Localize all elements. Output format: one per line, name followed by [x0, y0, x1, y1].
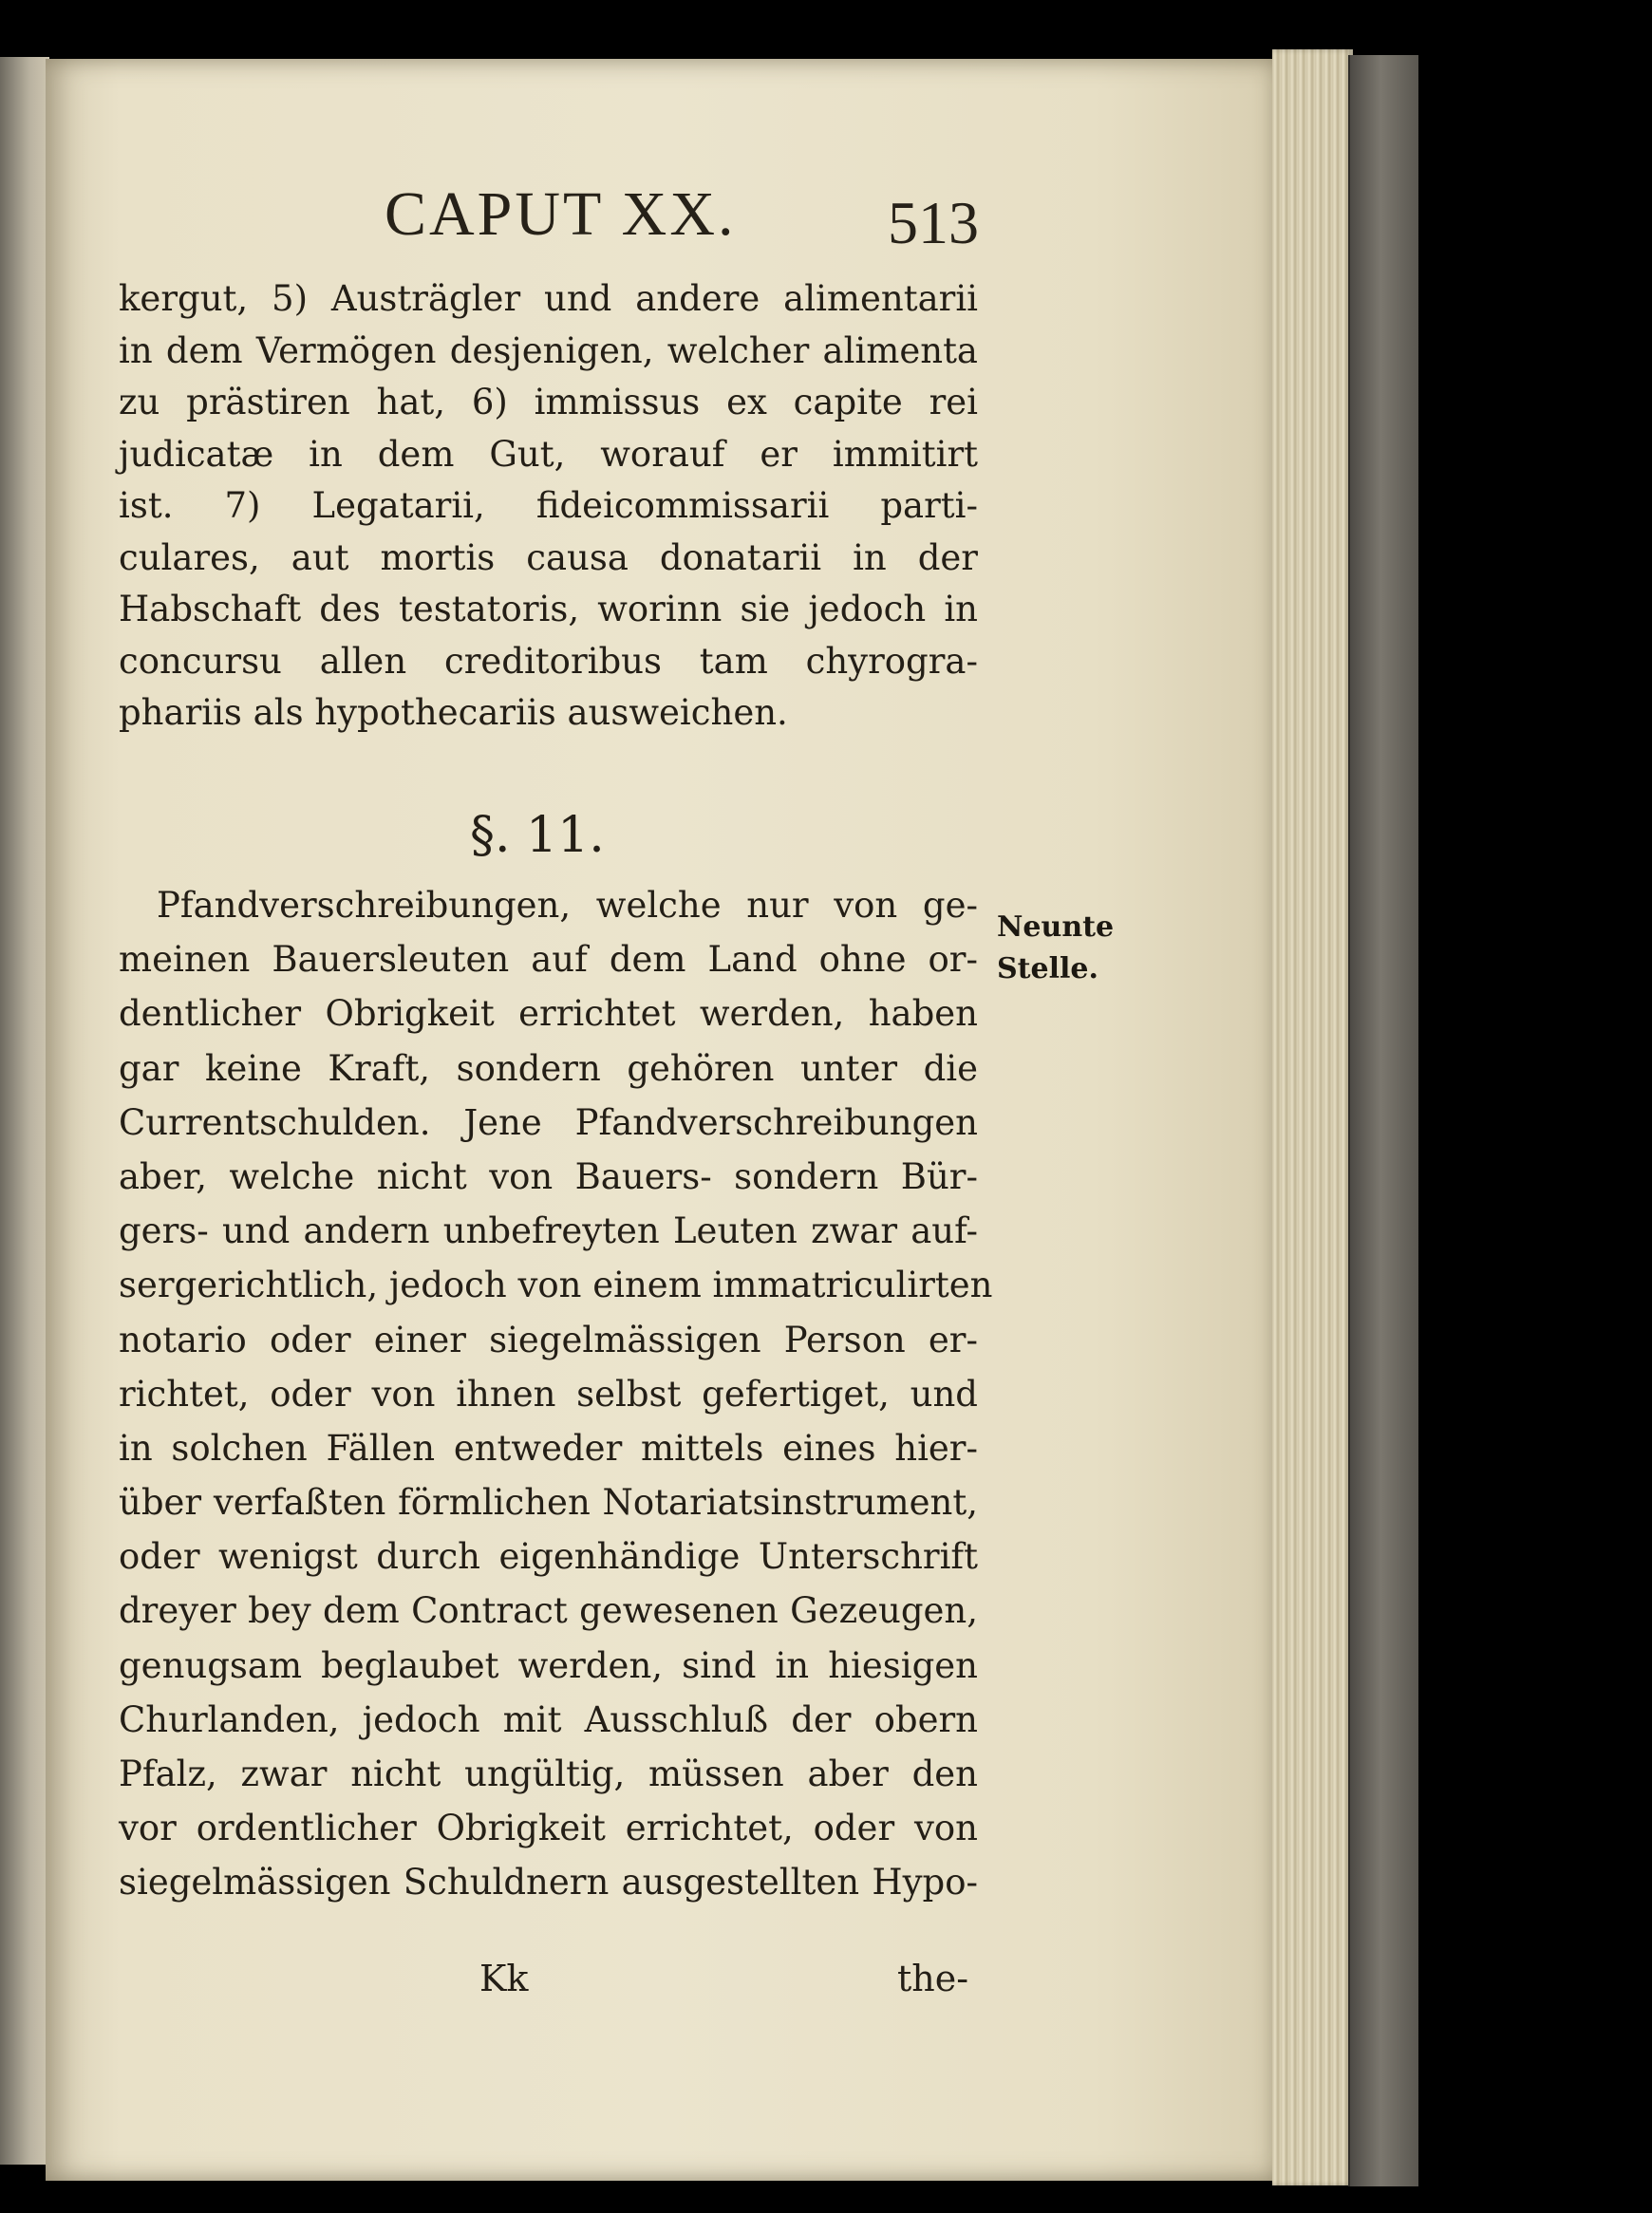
text-line: in solchen Fällen entweder mittels eines hier-	[119, 1427, 978, 1469]
page-block-edges	[1272, 49, 1353, 2185]
text-line: Churlanden, jedoch mit Ausschluß der obern	[119, 1698, 978, 1740]
running-title: CAPUT XX.	[385, 179, 737, 249]
text-line: oder wenigst durch eigenhändige Unterschrift	[119, 1536, 978, 1578]
text-line: culares, aut mortis causa donatarii in der	[119, 536, 978, 578]
book-cover-edge	[1348, 55, 1418, 2186]
text-line: dreyer bey dem Contract gewesenen Gezeugen,	[119, 1590, 978, 1632]
signature-mark: Kk	[479, 1958, 529, 1999]
text-line: richtet, oder von ihnen selbst gefertiget, und	[119, 1373, 978, 1415]
text-line: siegelmässigen Schuldnern ausgestellten Hypo-	[119, 1862, 978, 1904]
margin-note-line: Neunte	[997, 910, 1115, 944]
text-line: sergerichtlich, jedoch von einem immatriculirten	[119, 1265, 993, 1306]
text-line: concursu allen creditoribus tam chyrogra-	[119, 640, 978, 682]
text-line: gar keine Kraft, sondern gehören unter die	[119, 1047, 978, 1089]
text-line: Pfalz, zwar nicht ungültig, müssen aber den	[119, 1754, 978, 1794]
text-line: dentlicher Obrigkeit errichtet werden, haben	[119, 993, 978, 1035]
text-line: kergut, 5) Austrägler und andere alimentarii	[119, 278, 978, 319]
paragraph-2	[119, 878, 993, 1910]
text-line: phariis als hypothecariis ausweichen.	[119, 692, 788, 733]
text-line: in dem Vermögen desjenigen, welcher alimenta	[119, 329, 978, 371]
left-page-edge	[0, 57, 49, 2165]
text-line: genugsam beglaubet werden, sind in hiesigen	[119, 1644, 978, 1686]
paragraph-1	[119, 273, 978, 740]
page-footer	[0, 1958, 1652, 2015]
text-line: Pfandverschreibungen, welche nur von ge-	[157, 885, 978, 926]
margin-note	[997, 907, 1114, 990]
text-line: aber, welche nicht von Bauers- sondern Bür-	[119, 1155, 978, 1197]
page-number: 513	[888, 189, 979, 256]
text-line: vor ordentlicher Obrigkeit errichtet, oder von	[119, 1808, 978, 1849]
text-line: ist. 7) Legatarii, fideicommissarii parti-	[119, 485, 978, 526]
page-header	[0, 178, 1652, 254]
text-line: meinen Bauersleuten auf dem Land ohne or-	[119, 939, 978, 981]
margin-note-line: Stelle.	[997, 952, 1098, 985]
text-line: gers- und andern unbefreyten Leuten zwar auf-	[119, 1210, 978, 1252]
text-line: über verfaßten förmlichen Notariatsinstrument,	[119, 1482, 978, 1524]
text-line: Currentschulden. Jene Pfandverschreibungen	[119, 1101, 978, 1143]
text-line: zu prästiren hat, 6) immissus ex capite rei	[119, 382, 978, 422]
text-line: notario oder einer siegelmässigen Person er-	[119, 1319, 978, 1360]
catchword: the-	[897, 1958, 969, 1999]
text-line: judicatæ in dem Gut, worauf er immitirt	[119, 433, 978, 475]
section-heading: §. 11.	[470, 807, 605, 864]
text-line: Habschaft des testatoris, worinn sie jedoch in	[119, 589, 978, 629]
